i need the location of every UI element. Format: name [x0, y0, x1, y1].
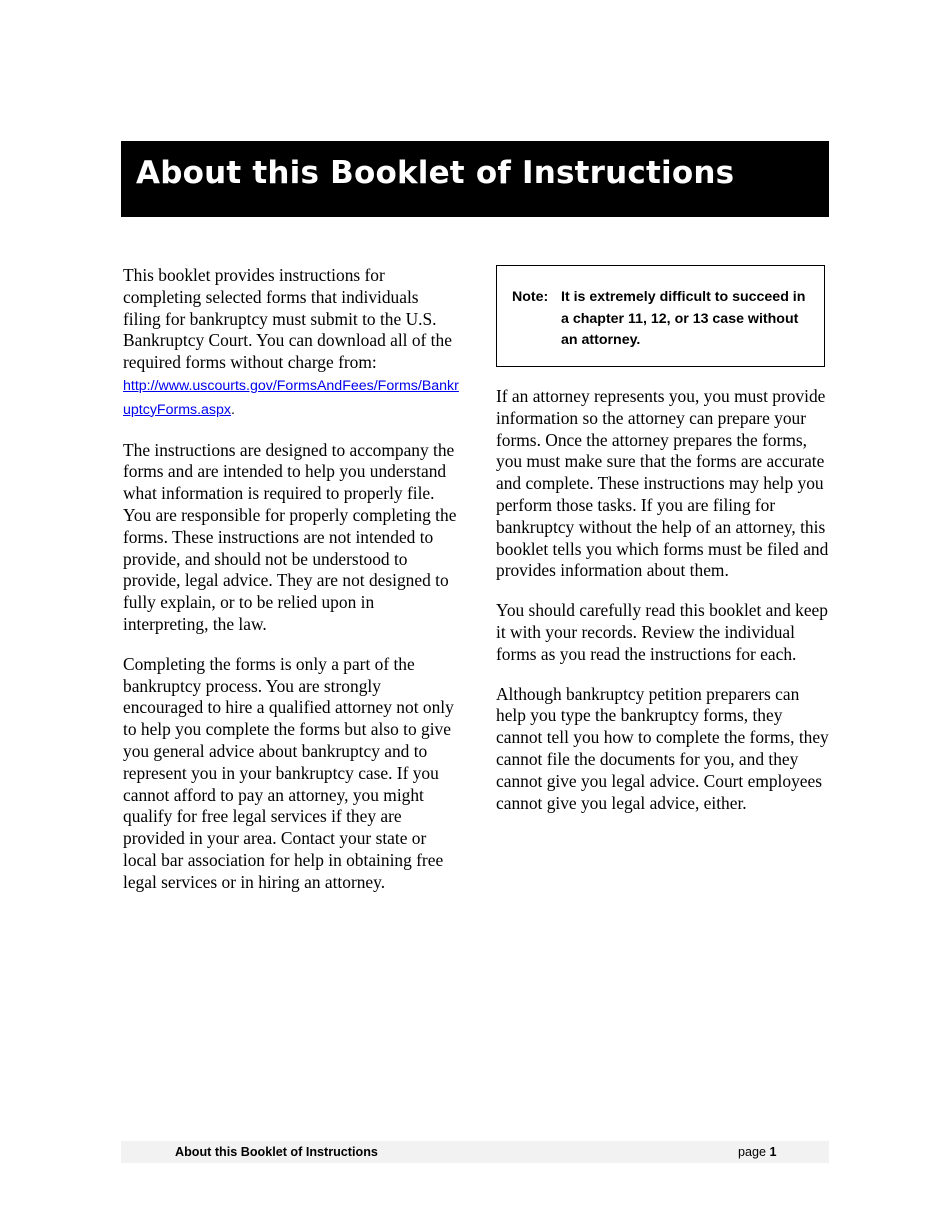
footer-page-number: 1 — [769, 1145, 777, 1159]
note-text: It is extremely difficult to succeed in a chapter 11, 12, or 13 case without an attorney. — [561, 289, 806, 348]
footer-title: About this Booklet of Instructions — [175, 1145, 378, 1159]
footer-page-indicator — [738, 1145, 777, 1159]
intro-paragraph — [123, 265, 459, 422]
left-column — [123, 265, 459, 912]
attorney-advice-paragraph: Completing the forms is only a part of the bankruptcy process. You are strongly encouraged to hire a qualified attorney not only to help you complete the forms but also to give you general advice about bankruptcy and to represent you in your bankruptcy case. If you cannot afford to pay an attorney, you might qualify for free legal services if they are provided in your area. Contact your state or local bar association for help in obtaining free legal services or in hiring an attorney. — [123, 653, 454, 892]
note-label: Note: — [512, 289, 549, 305]
page-footer — [121, 1141, 829, 1163]
page-title: About this Booklet of Instructions — [136, 155, 735, 191]
attorney-represents-paragraph: If an attorney represents you, you must provide information so the attorney can prepare your forms. Once the attorney prepares the forms, you must make sure that the forms are accurate and complete. These instructions may help you perform those tasks. If you are filing for bankruptcy without the help of an attorney, this booklet tells you which forms must be filed and provides information about them. — [496, 386, 829, 581]
note-box — [496, 265, 825, 367]
instructions-purpose-paragraph: The instructions are designed to accompany the forms and are intended to help you understand what information is required to properly file. You are responsible for properly completing the forms. These instructions are not intended to provide, and should not be understood to provide, legal advice. They are not designed to fully explain, or to be relied upon in interpreting, the law. — [123, 439, 457, 634]
forms-download-link[interactable]: http://www.uscourts.gov/FormsAndFees/Forms/BankruptcyForms.aspx — [123, 377, 459, 418]
footer-page-label: page — [738, 1145, 767, 1159]
header-banner — [121, 141, 829, 217]
right-column — [496, 265, 832, 832]
petition-preparers-paragraph: Although bankruptcy petition preparers can help you type the bankruptcy forms, they cannot tell you how to complete the forms, they cannot file the documents for you, and they cannot give you legal advice. Court employees cannot give you legal advice, either. — [496, 683, 829, 813]
read-booklet-paragraph: You should carefully read this booklet and keep it with your records. Review the individual forms as you read the instructions for each. — [496, 600, 828, 664]
intro-text: This booklet provides instructions for completing selected forms that individuals filing for bankruptcy must submit to the U.S. Bankruptcy Court. You can download all of the required forms without charge from: — [123, 265, 452, 373]
link-trailing-period: . — [231, 401, 235, 418]
